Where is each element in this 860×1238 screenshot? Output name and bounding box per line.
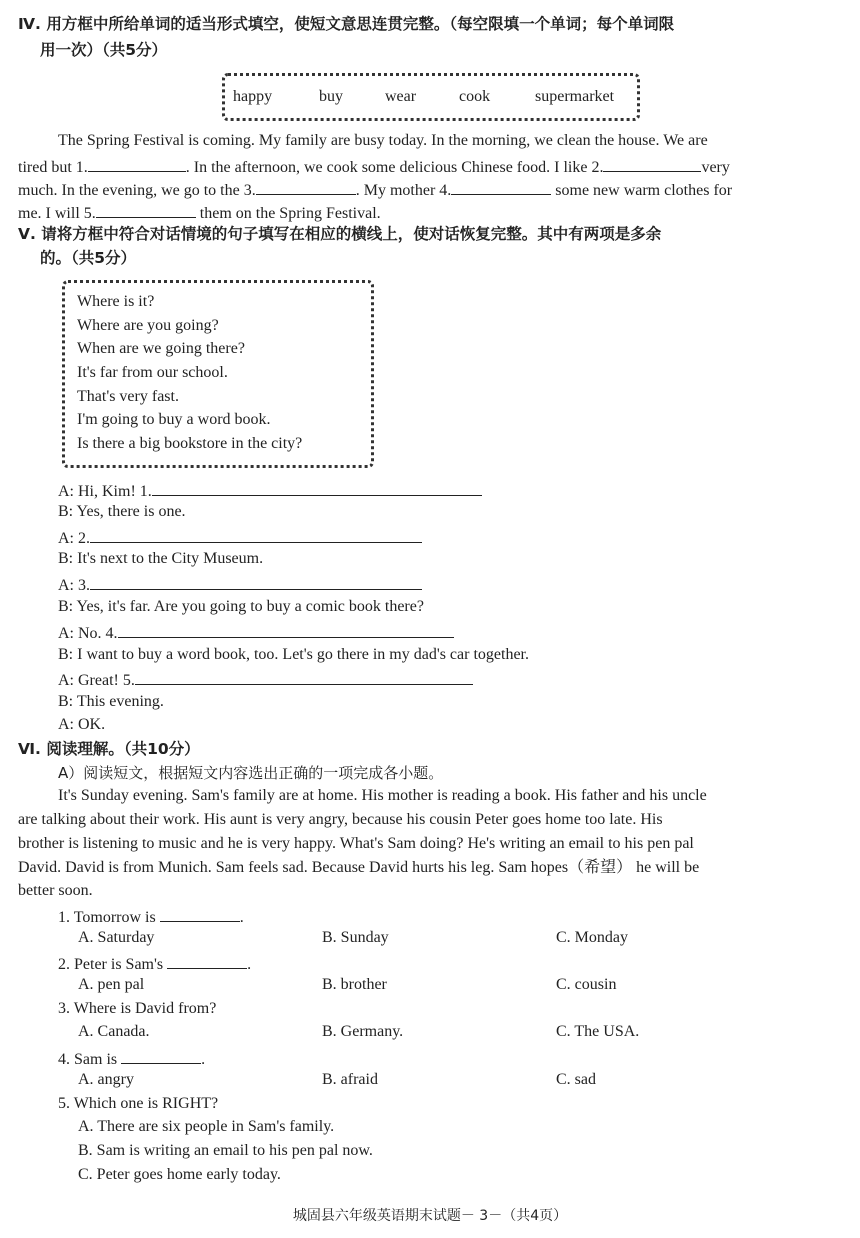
sentence-option: Is there a big bookstore in the city? xyxy=(77,435,303,452)
answer-option[interactable]: A. pen pal xyxy=(78,976,145,993)
passage-line xyxy=(18,178,732,201)
question-blank[interactable] xyxy=(167,952,247,969)
answer-option[interactable]: A. There are six people in Sam's family. xyxy=(78,1118,335,1135)
text: A: Great! 5. xyxy=(58,672,135,689)
text: 2. Peter is Sam's xyxy=(58,956,164,973)
answer-blank-5[interactable] xyxy=(96,201,196,218)
word-option: cook xyxy=(459,88,491,105)
text: 1. Tomorrow is xyxy=(58,909,156,926)
dialogue-line: A: OK. xyxy=(58,716,106,733)
answer-option[interactable]: A. angry xyxy=(78,1071,134,1088)
passage-line xyxy=(18,155,730,178)
answer-option[interactable]: B. afraid xyxy=(322,1071,378,1088)
word-option: buy xyxy=(319,88,343,105)
question: 3. Where is David from? xyxy=(58,1000,217,1017)
answer-blank-2[interactable] xyxy=(603,155,701,172)
answer-option[interactable]: C. Peter goes home early today. xyxy=(78,1166,281,1183)
answer-option[interactable]: C. sad xyxy=(556,1071,596,1088)
text: A: No. 4. xyxy=(58,625,118,642)
text: some new warm clothes for xyxy=(555,182,733,199)
dialogue-line: B: Yes, it's far. Are you going to buy a comic book there? xyxy=(58,598,424,615)
dialogue-line: B: I want to buy a word book, too. Let's go there in my dad's car together. xyxy=(58,646,529,663)
dialogue-line xyxy=(58,526,422,549)
sentence-option: It's far from our school. xyxy=(77,364,228,381)
text: . My mother 4. xyxy=(355,182,452,199)
sentence-option: Where are you going? xyxy=(77,317,219,334)
word-option: wear xyxy=(385,88,417,105)
answer-option[interactable]: A. Saturday xyxy=(78,929,155,946)
text: much. In the evening, we go to the 3. xyxy=(18,182,256,199)
reading-passage-line: brother is listening to music and he is very happy. What's Sam doing? He's writing an email to his pen pal xyxy=(18,835,694,852)
text: A: 3. xyxy=(58,577,90,594)
section5-heading-line2: 的。（共5分） xyxy=(40,249,137,267)
answer-blank-4[interactable] xyxy=(451,178,551,195)
text: . In the afternoon, we cook some delicious Chinese food. I like 2. xyxy=(185,159,604,176)
text: A: Hi, Kim! 1. xyxy=(58,483,152,500)
word-box xyxy=(222,73,640,121)
dialogue-line xyxy=(58,668,473,691)
section6-heading: Ⅵ. 阅读理解。（共10分） xyxy=(18,740,200,758)
answer-option[interactable]: B. Sunday xyxy=(322,929,389,946)
dialogue-blank-2[interactable] xyxy=(90,526,422,543)
question-blank[interactable] xyxy=(121,1047,201,1064)
dialogue-line: B: Yes, there is one. xyxy=(58,503,186,520)
answer-option[interactable]: B. brother xyxy=(322,976,387,993)
dialogue-blank-4[interactable] xyxy=(118,621,454,638)
question: 4. Sam is . xyxy=(58,1047,205,1070)
text: 4. Sam is xyxy=(58,1051,118,1068)
section6-subheading: A）阅读短文，根据短文内容选出正确的一项完成各小题。 xyxy=(58,764,444,782)
reading-passage-line: are talking about their work. His aunt is very angry, because his cousin Peter goes home too late. His xyxy=(18,811,663,828)
answer-option[interactable]: B. Germany. xyxy=(322,1023,404,1040)
dialogue-line: B: It's next to the City Museum. xyxy=(58,550,264,567)
dialogue-line: B: This evening. xyxy=(58,693,164,710)
text: very xyxy=(701,159,730,176)
answer-blank-1[interactable] xyxy=(88,155,186,172)
page-footer: 城固县六年级英语期末试题－ 3－（共4页） xyxy=(292,1208,568,1224)
answer-option[interactable]: B. Sam is writing an email to his pen pal now. xyxy=(78,1142,373,1159)
question: 2. Peter is Sam's . xyxy=(58,952,251,975)
question-blank[interactable] xyxy=(160,905,240,922)
word-option: supermarket xyxy=(535,88,615,105)
section5-heading-line1: Ⅴ. 请将方框中符合对话情境的句子填写在相应的横线上，使对话恢复完整。其中有两项是多余 xyxy=(18,225,662,243)
text: tired but 1. xyxy=(18,159,88,176)
text: A: 2. xyxy=(58,530,90,547)
passage-line xyxy=(18,201,381,224)
word-option: happy xyxy=(233,88,273,105)
reading-passage-line: better soon. xyxy=(18,882,93,899)
section4-heading-line1: Ⅳ. 用方框中所给单词的适当形式填空，使短文意思连贯完整。（每空限填一个单词；每个单词限 xyxy=(18,15,675,33)
sentence-option: When are we going there? xyxy=(77,340,245,357)
answer-blank-3[interactable] xyxy=(256,178,356,195)
dialogue-blank-1[interactable] xyxy=(152,479,482,496)
question: 5. Which one is RIGHT? xyxy=(58,1095,219,1112)
question: 1. Tomorrow is . xyxy=(58,905,244,928)
section4-heading-line2: 用一次）（共5分） xyxy=(40,41,168,59)
text: me. I will 5. xyxy=(18,205,96,222)
dialogue-line xyxy=(58,479,482,502)
text: them on the Spring Festival. xyxy=(199,205,381,222)
answer-option[interactable]: C. cousin xyxy=(556,976,617,993)
dialogue-blank-3[interactable] xyxy=(90,573,422,590)
answer-option[interactable]: C. Monday xyxy=(556,929,628,946)
answer-option[interactable]: C. The USA. xyxy=(556,1023,640,1040)
sentence-box xyxy=(62,280,374,468)
sentence-option: That's very fast. xyxy=(77,388,179,405)
dialogue-line xyxy=(58,621,454,644)
sentence-option: I'm going to buy a word book. xyxy=(77,411,271,428)
answer-option[interactable]: A. Canada. xyxy=(78,1023,150,1040)
passage-line: The Spring Festival is coming. My family are busy today. In the morning, we clean the house. We are xyxy=(58,132,708,149)
dialogue-blank-5[interactable] xyxy=(135,668,473,685)
reading-passage-line: David. David is from Munich. Sam feels sad. Because David hurts his leg. Sam hopes（希望） he will be xyxy=(18,859,700,876)
reading-passage-line: It's Sunday evening. Sam's family are at home. His mother is reading a book. His father and his uncle xyxy=(58,787,707,804)
sentence-option: Where is it? xyxy=(77,293,155,310)
dialogue-line xyxy=(58,573,422,596)
